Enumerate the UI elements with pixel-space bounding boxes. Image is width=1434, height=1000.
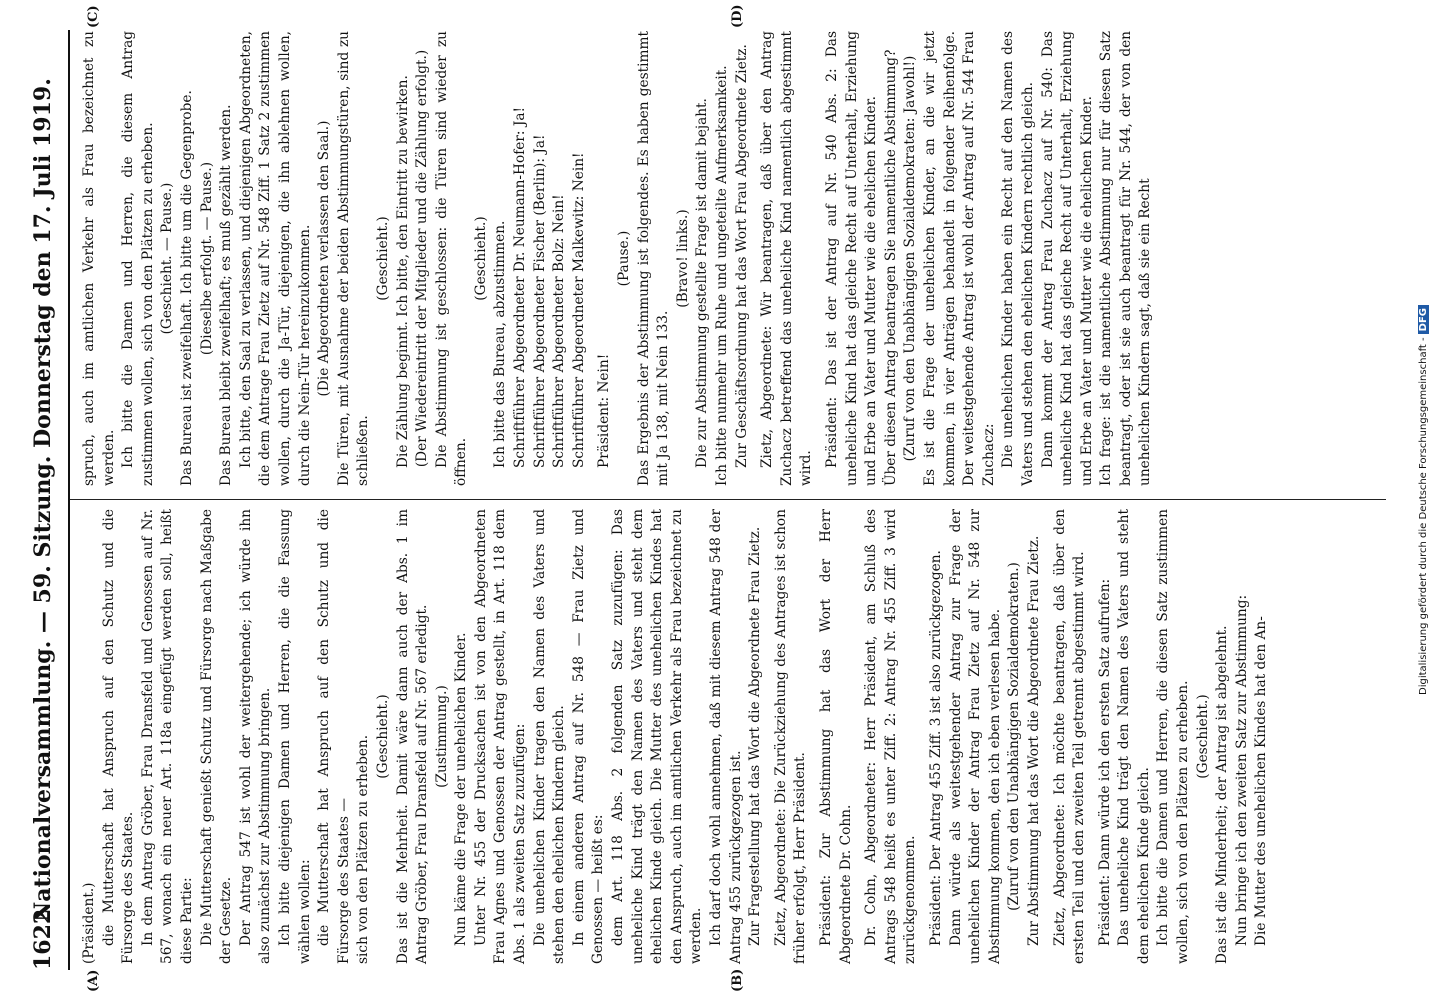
paragraph: Das Bureau ist zweifelhaft. Ich bitte um die Gegenprobe. [178, 90, 195, 486]
paragraph: Zur Abstimmung hat das Wort die Abgeordnete Frau Zietz. [1025, 535, 1042, 946]
paragraph: (Die Abgeordneten verlassen den Saal.) [316, 120, 333, 397]
paragraph: Zur Fragestellung hat das Wort die Abgeordnete Frau Zietz. [747, 526, 764, 946]
paragraph: Präsident: Zur Abstimmung hat das Wort der Herr Abgeordnete Dr. Cohn. [817, 509, 854, 964]
paragraph: Das ist die Mehrheit. Damit wäre dann auch der Abs. 1 im Antrag Gröber, Frau Dransfeld auf Nr. 567 erledigt. [394, 509, 431, 964]
paragraph: Dr. Cohn, Abgeordneter: Herr Präsident, am Schluß des Antrags 548 heißt es unter Ziff. 2: Antrag Nr. 455 Ziff. 3 wird zurückgenommen. [863, 509, 919, 964]
paragraph: Präsident: Dann würde ich den ersten Satz aufrufen: [1096, 578, 1113, 946]
paragraph: Ich bitte die Damen und Herren, die diesen Satz zustimmen wollen, sich von den Plätzen zu erheben. [1155, 509, 1192, 964]
paragraph: sich von den Plätzen zu erheben. [355, 734, 372, 964]
margin-mark-d: (D) [730, 4, 745, 28]
paragraph: Ich bitte diejenigen Damen und Herren, die die Fassung wählen wollen: [276, 509, 313, 964]
paragraph: Ich frage: ist die namentliche Abstimmung nur für diesen Satz beantragt, oder ist sie auch beantragt für Nr. 544, der von den unehelichen Kindern sagt, daß sie ein Recht [1098, 31, 1154, 486]
running-title: Nationalversammlung. — 59. Sitzung. Donnerstag den 17. Juli 1919. [30, 78, 56, 922]
paragraph: Ich bitte die Damen und Herren, die diesem Antrag zustimmen wollen, sich von den Plätzen zu erheben. [120, 31, 156, 486]
digitization-credit [1418, 0, 1429, 1000]
header-rule [68, 30, 70, 970]
paragraph: (Zustimmung.) [433, 685, 450, 788]
paragraph: Ich bitte nunmehr um Ruhe und ungeteilte Aufmerksamkeit. [714, 65, 730, 486]
margin-mark-c: (C) [86, 5, 101, 28]
paragraph: (Geschieht.) [374, 216, 391, 301]
paragraph: Es ist die Frage der unehelichen Kinder, an die wir jetzt kommen, in vier Anträgen behandelt in folgender Reihenfolge. Der weitestgehende Antrag ist wohl der Antrag auf Nr. 544 Frau Zuchacz: [921, 31, 997, 486]
dfg-logo: DFG [1418, 305, 1429, 334]
paragraph: Die unehelichen Kinder haben ein Recht auf den Namen des Vaters und stehen den ehelichen Kindern rechtlich gleich. [1000, 31, 1036, 486]
margin-mark-a: (A) [86, 969, 101, 992]
paragraph: Nun käme die Frage der unehelichen Kinder. [453, 632, 470, 946]
paragraph: spruch, auch im amtlichen Verkehr als Frau bezeichnet zu werden. [81, 31, 117, 486]
paragraph: Die Abstimmung ist geschlossen: die Türen sind wieder zu öffnen. [433, 31, 470, 486]
paragraph: (Dieselbe erfolgt. — Pause.) [198, 161, 215, 356]
paragraph: Die unehelichen Kinder tragen den Namen des Vaters und stehen den ehelichen Kindern gleich. [531, 509, 568, 964]
paragraph: Das Ergebnis der Abstimmung ist folgendes. Es haben gestimmt mit Ja 138, mit Nein 133. [635, 31, 672, 486]
page-number: 1622 [30, 908, 56, 970]
paragraph: Die Türen, mit Ausnahme der beiden Abstimmungstüren, sind zu schließen. [335, 31, 372, 486]
credit-text: Digitalisierung gefördert durch die Deutsche Forschungsgemeinschaft - [1418, 337, 1429, 695]
paragraph: Präsident: Der Antrag 455 Ziff. 3 ist also zurückgezogen. [927, 550, 944, 946]
paragraph: Das Bureau bleibt zweifelhaft; es muß gezählt werden. [218, 104, 235, 486]
paragraph: (Bravo! links.) [674, 209, 691, 308]
paragraph: die Mutterschaft hat Anspruch auf den Schutz und die Fürsorge des Staates — [316, 509, 352, 964]
paragraph: Das uneheliche Kind trägt den Namen des Vaters und steht dem ehelichen Kinde gleich. [1116, 509, 1152, 964]
paragraph: Ich bitte das Bureau, abzustimmen. [492, 220, 509, 468]
paragraph: Ich darf doch wohl annehmen, daß mit diesem Antrag 548 der Antrag 455 zurückgezogen ist. [708, 509, 744, 964]
paragraph: Schriftführer Abgeordneter Malkewitz: Nein! [570, 152, 587, 468]
paragraph: Die Zählung beginnt. Ich bitte, den Eintritt zu bewirken. [394, 75, 411, 468]
paragraph: Zietz, Abgeordnete: Die Zurückziehung des Antrages ist schon früher erfolgt, Herr Präsident. [772, 509, 809, 964]
paragraph: Der Antrag 547 ist wohl der weitergehende; ich würde ihn also zunächst zur Abstimmung bringen. [237, 509, 274, 964]
paragraph: (Geschieht. — Pause.) [159, 182, 176, 335]
paragraph: Schriftführer Abgeordneter Bolz: Nein! [551, 194, 568, 468]
paragraph: Dann kommt der Antrag Frau Zuchacz auf Nr. 540: Das uneheliche Kind hat das gleiche Recht auf Unterhalt, Erziehung und Erbe an Vater und Mutter wie die ehelichen Kinder. [1039, 31, 1095, 486]
paragraph: Unter Nr. 455 der Drucksachen ist von den Abgeordneten Frau Agnes und Genossen der Antrag gestellt, in Art. 118 dem Abs. 1 als zweiten Satz zuzufügen: [472, 509, 529, 964]
paragraph: Über diesen Antrag beantragen Sie namentliche Abstimmung? [882, 49, 899, 486]
paragraph: Zur Geschäftsordnung hat das Wort Frau Abgeordnete Zietz. [733, 44, 750, 468]
paragraph: Präsident: Nein! [596, 353, 613, 468]
paragraph: (Geschieht.) [1194, 694, 1211, 779]
paragraph: Schriftführer Abgeordneter Fischer (Berlin): Ja! [531, 134, 548, 468]
paragraph: (Präsident.) [81, 882, 97, 964]
page-header [30, 30, 60, 970]
paragraph: Die zur Abstimmung gestellte Frage ist damit bejaht. [694, 98, 711, 468]
paragraph: In einem anderen Antrag auf Nr. 548 — Frau Zietz und Genossen — heißt es: [570, 509, 607, 964]
paragraph: Dann würde als weitestgehender Antrag zur Frage der unehelichen Kinder der Antrag Frau Zietz auf Nr. 548 zur Abstimmung kommen, den ich eben verlesen habe. [947, 509, 1003, 964]
right-column [80, 31, 1156, 486]
paragraph: Zietz, Abgeordnete: Wir beantragen, daß über den Antrag Zuchacz betreffend das uneheliche Kind namentlich abgestimmt wird. [759, 31, 815, 486]
paragraph: Präsident: Das ist der Antrag auf Nr. 540 Abs. 2: Das uneheliche Kind hat das gleiche Recht auf Unterhalt, Erziehung und Erbe an Vater und Mutter wie die ehelichen Kinder. [823, 31, 880, 486]
paragraph: Das ist die Minderheit; der Antrag ist abgelehnt. [1214, 625, 1231, 964]
paragraph: die Mutterschaft hat Anspruch auf den Schutz und die Fürsorge des Staates. [100, 509, 137, 964]
paragraph: Die Mutter des unehelichen Kindes hat den An- [1253, 616, 1270, 946]
paragraph: dem Art. 118 Abs. 2 folgenden Satz zuzufügen: Das uneheliche Kind trägt den Namen des Vaters und steht dem ehelichen Kinde gleich. Die Mutter des unehelichen Kindes hat den Anspruch, auch im amtlichen Verkehr als Frau bezeichnet zu werden. [610, 509, 705, 964]
paragraph: Ich bitte, den Saal zu verlassen, und diejenigen Abgeordneten, die dem Antrage Frau Zietz auf Nr. 548 Ziff. 1 Satz 2 zustimmen wollen, durch die Ja-Tür, diejenigen, die ihn ablehnen wollen, durch die Nein-Tür hereinzukommen. [237, 31, 313, 486]
paragraph: (Geschieht.) [472, 216, 489, 301]
column-divider [70, 499, 1386, 500]
paragraph: Schriftführer Abgeordneter Dr. Neumann-Hofer: Ja! [512, 106, 529, 468]
paragraph: (Zuruf von den Unabhängigen Sozialdemokraten: Jawohl!) [902, 55, 919, 462]
margin-mark-b: (B) [730, 968, 745, 992]
paragraph: Die Mutterschaft genießt Schutz und Fürsorge nach Maßgabe der Gesetze. [198, 509, 235, 964]
paragraph: Zietz, Abgeordnete: Ich möchte beantragen, daß über den ersten Teil und den zweiten Teil getrennt abgestimmt wird. [1051, 509, 1088, 964]
left-column [80, 509, 1272, 964]
paragraph: (Geschieht.) [374, 694, 391, 779]
paragraph: (Pause.) [616, 230, 633, 287]
paragraph: (Zuruf von den Unabhängigen Sozialdemokraten.) [1006, 562, 1023, 911]
paragraph: Nun bringe ich den zweiten Satz zur Abstimmung: [1233, 594, 1250, 946]
paragraph: (Der Wiedereintritt der Mitglieder und die Zählung erfolgt.) [414, 49, 431, 468]
paragraph: In dem Antrag Gröber, Frau Dransfeld und Genossen auf Nr. 567, wonach ein neuer Art. 118a eingefügt werden soll, heißt diese Partie: [139, 509, 195, 964]
